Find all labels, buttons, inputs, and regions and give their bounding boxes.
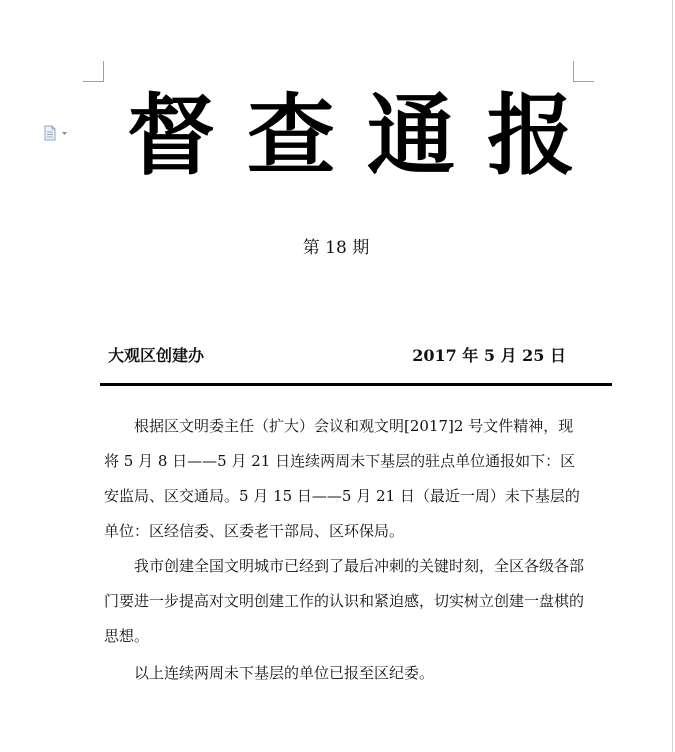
- body-paragraph-1: 根据区文明委主任（扩大）会议和观文明[2017]2 号文件精神，现将 5 月 8 日——5 月 21 日连续两周未下基层的驻点单位通报如下：区安监局、区交通局。5 月 15 日——5 月 21 日（最近一周）未下基层的单位：区经信委、区委老干部局、区环保局。: [104, 417, 580, 540]
- issue-number: 第 18 期: [302, 238, 370, 258]
- body-paragraph-3: 以上连续两周未下基层的单位已报至区纪委。: [134, 664, 435, 682]
- header-rule: [100, 383, 612, 386]
- document-body: [104, 409, 584, 691]
- issue-date: 2017 年 5 月 25 日: [412, 346, 566, 365]
- body-paragraph-2: 我市创建全国文明城市已经到了最后冲刺的关键时刻，全区各级各部门要进一步提高对文明创建工作的认识和紧迫感，切实树立创建一盘棋的思想。: [104, 557, 585, 645]
- document-icon: [43, 125, 69, 141]
- document-title: 督查通报: [127, 84, 608, 187]
- issuer-name: 大观区创建办: [108, 346, 205, 365]
- paragraph-options-button[interactable]: [43, 125, 69, 141]
- crop-mark-top-right: [573, 61, 594, 82]
- chevron-down-icon: [62, 132, 67, 135]
- crop-mark-top-left: [83, 61, 104, 82]
